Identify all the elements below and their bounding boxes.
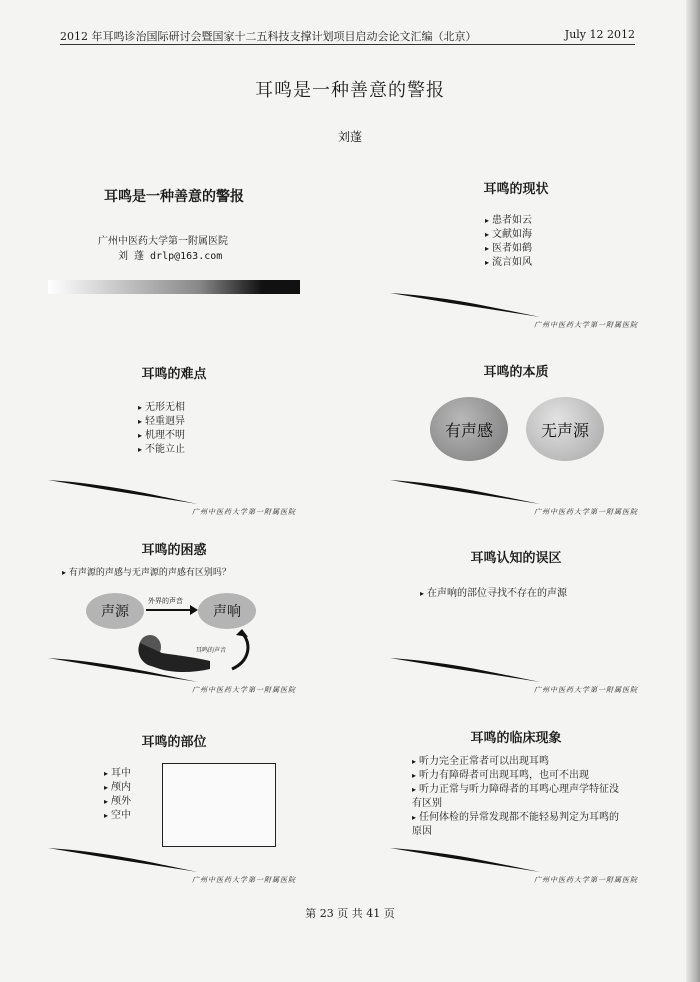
title-slide-gradient-bar bbox=[48, 280, 300, 294]
list-item: ▸ 机理不明 bbox=[138, 429, 185, 443]
bullet-arrow-icon: ▸ bbox=[62, 568, 67, 577]
slide-footer: 广州中医药大学第一附属医院 bbox=[192, 508, 296, 516]
page-number: 第 23 页 共 41 页 bbox=[305, 907, 395, 920]
list-item: ▸ 不能立止 bbox=[138, 443, 185, 457]
slide-bullet-list bbox=[485, 214, 532, 270]
slide-6 bbox=[390, 533, 642, 698]
list-item: ▸ 轻重迥异 bbox=[138, 415, 185, 429]
slide-footer: 广州中医药大学第一附属医院 bbox=[192, 686, 296, 694]
slide-title: 耳鸣的困惑 bbox=[141, 543, 207, 558]
slide-footer: 广州中医药大学第一附属医院 bbox=[534, 508, 638, 516]
header-proceedings-title: 2012 年耳鸣诊治国际研讨会暨国家十二五科技支撑计划项目启动会论文汇编（北京） bbox=[60, 30, 477, 43]
swoosh-graphic bbox=[48, 846, 300, 874]
slide-2 bbox=[390, 168, 642, 333]
list-item: ▸ 颅外 bbox=[104, 795, 131, 809]
slide-7 bbox=[48, 723, 300, 888]
list-item: ▸ 在声响的部位寻找不存在的声源 bbox=[420, 587, 567, 601]
slide-affiliation: 广州中医药大学第一附属医院 bbox=[98, 236, 228, 247]
slide-1 bbox=[48, 168, 300, 333]
swoosh-graphic bbox=[390, 656, 642, 684]
slide-8 bbox=[390, 723, 642, 888]
slide-4 bbox=[390, 355, 642, 520]
slide-title: 耳鸣的临床现象 bbox=[470, 731, 562, 746]
running-header bbox=[60, 26, 635, 45]
slide-5 bbox=[48, 533, 300, 698]
slide-title: 耳鸣的难点 bbox=[141, 367, 207, 382]
list-item: ▸ 颅内 bbox=[104, 781, 131, 795]
page-title: 耳鸣是一种善意的警报 bbox=[255, 80, 445, 101]
slide-footer: 广州中医药大学第一附属医院 bbox=[534, 686, 638, 694]
slide-bullet-list bbox=[412, 755, 622, 839]
list-item: ▸ 医者如鹤 bbox=[485, 242, 532, 256]
ear-diagram-frame bbox=[162, 763, 276, 847]
list-item: ▸ 无形无相 bbox=[138, 401, 185, 415]
slide-bullet-list bbox=[138, 401, 185, 457]
page-edge-shadow bbox=[686, 0, 700, 982]
slide-bullet-list bbox=[420, 587, 567, 601]
list-item: ▸ 患者如云 bbox=[485, 214, 532, 228]
sound-source-bubble: 声源 bbox=[86, 593, 144, 629]
list-item: ▸ 耳中 bbox=[104, 767, 131, 781]
list-item: ▸ 听力完全正常者可以出现耳鸣 bbox=[412, 755, 622, 769]
question-text: 有声源的声感与无声源的声感有区别吗？ bbox=[68, 568, 231, 578]
slide-title: 耳鸣的部位 bbox=[141, 735, 207, 750]
list-item: ▸ 文献如海 bbox=[485, 228, 532, 242]
list-item: ▸ 流言如风 bbox=[485, 256, 532, 270]
swoosh-graphic bbox=[48, 478, 300, 506]
slide-question bbox=[62, 565, 231, 578]
slide-3 bbox=[48, 355, 300, 520]
slide-title: 耳鸣认知的误区 bbox=[470, 551, 562, 566]
swoosh-graphic bbox=[48, 656, 300, 684]
slide-footer: 广州中医药大学第一附属医院 bbox=[192, 876, 296, 884]
slide-title: 耳鸣的本质 bbox=[483, 365, 549, 380]
circle-has-sound-sense: 有声感 bbox=[430, 397, 508, 461]
header-date: July 12 2012 bbox=[564, 28, 635, 41]
slide-footer: 广州中医药大学第一附属医院 bbox=[534, 321, 638, 329]
outside-sound-label: 外界的声音 bbox=[148, 597, 183, 605]
swoosh-graphic bbox=[390, 291, 642, 319]
slide-contact: 刘 蓬 drlp@163.com bbox=[118, 251, 223, 262]
arrow-right-icon bbox=[146, 605, 198, 615]
slide-title: 耳鸣的现状 bbox=[483, 182, 549, 197]
perceived-sound-bubble: 声响 bbox=[198, 593, 256, 629]
author-name: 刘蓬 bbox=[337, 130, 362, 144]
list-item: ▸ 听力有障碍者可出现耳鸣，也可不出现 bbox=[412, 769, 622, 783]
tinnitus-sound-label: 耳鸣的声音 bbox=[196, 647, 227, 654]
swoosh-graphic bbox=[390, 478, 642, 506]
list-item: ▸ 空中 bbox=[104, 809, 131, 823]
slide-title: 耳鸣是一种善意的警报 bbox=[104, 189, 244, 205]
slide-bullet-list bbox=[104, 767, 131, 823]
slide-footer: 广州中医药大学第一附属医院 bbox=[534, 876, 638, 884]
circle-no-sound-source: 无声源 bbox=[526, 397, 604, 461]
list-item: ▸ 听力正常与听力障碍者的耳鸣心理声学特征没有区别 bbox=[412, 783, 622, 811]
swoosh-graphic bbox=[390, 846, 642, 874]
list-item: ▸ 任何体检的异常发现都不能轻易判定为耳鸣的原因 bbox=[412, 811, 622, 839]
